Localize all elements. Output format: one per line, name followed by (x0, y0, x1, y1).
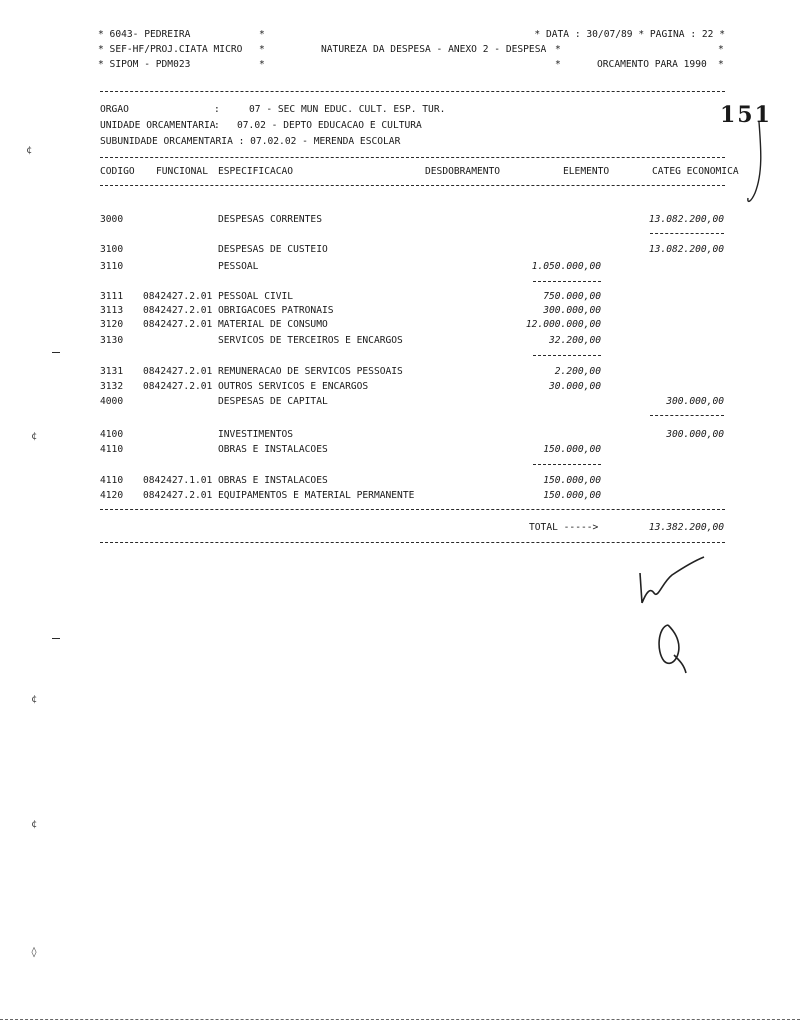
row-especificacao: DESPESAS CORRENTES (218, 214, 322, 225)
orgao-value: 07 - SEC MUN EDUC. CULT. ESP. TUR. (249, 104, 446, 115)
row-especificacao: INVESTIMENTOS (218, 429, 294, 440)
row-elemento: 1.050.000,00 (531, 261, 601, 272)
table-bottom-rule (100, 509, 725, 510)
margin-tick (52, 638, 60, 639)
row-especificacao: DESPESAS DE CUSTEIO (218, 244, 328, 255)
row-especificacao: OBRAS E INSTALACOES (218, 444, 328, 455)
column-header-top-rule (100, 157, 725, 158)
row-codigo: 4110 (100, 475, 124, 486)
col-codigo: CODIGO (100, 166, 135, 177)
unidade-colon: : (214, 120, 220, 131)
col-funcional: FUNCIONAL (156, 166, 208, 177)
row-categ: 300.000,00 (666, 396, 724, 407)
row-funcional: 0842427.1.01 (143, 475, 213, 486)
row-codigo: 3000 (100, 214, 124, 225)
header-star: * (555, 44, 561, 55)
header-star: * (259, 44, 265, 55)
row-codigo: 3131 (100, 366, 124, 377)
margin-hole-mark: ◊ (31, 947, 38, 958)
row-elemento: 12.000.000,00 (525, 319, 601, 330)
row-funcional: 0842427.2.01 (143, 490, 213, 501)
column-header-bottom-rule (100, 185, 725, 186)
row-categ: 13.082.200,00 (648, 214, 724, 225)
header-star: * (718, 44, 724, 55)
row-especificacao: PESSOAL CIVIL (218, 291, 294, 302)
row-codigo: 4110 (100, 444, 124, 455)
margin-hole-mark: ¢ (31, 431, 38, 442)
handwritten-initials-signature (628, 555, 718, 675)
row-codigo: 4100 (100, 429, 124, 440)
row-codigo: 3110 (100, 261, 124, 272)
row-codigo: 3100 (100, 244, 124, 255)
row-especificacao: DESPESAS DE CAPITAL (218, 396, 328, 407)
row-especificacao: SERVICOS DE TERCEIROS E ENCARGOS (218, 335, 403, 346)
row-codigo: 3111 (100, 291, 124, 302)
col-especificacao: ESPECIFICACAO (218, 166, 294, 177)
row-funcional: 0842427.2.01 (143, 291, 213, 302)
row-codigo: 4000 (100, 396, 124, 407)
row-categ: 300.000,00 (666, 429, 724, 440)
row-elemento: 300.000,00 (543, 305, 601, 316)
scan-bottom-edge (0, 1019, 800, 1020)
row-elemento: 150.000,00 (543, 444, 601, 455)
date-page-line: * DATA : 30/07/89 * PAGINA : 22 * (534, 29, 725, 40)
report-title: NATUREZA DA DESPESA - ANEXO 2 - DESPESA (321, 44, 547, 55)
row-especificacao: OUTROS SERVICOS E ENCARGOS (218, 381, 369, 392)
row-especificacao: PESSOAL (218, 261, 259, 272)
header-star: * (555, 59, 561, 70)
total-label: TOTAL -----> (529, 522, 599, 533)
header-divider (100, 91, 725, 92)
header-left-line-2: * SEF-HF/PROJ.CIATA MICRO (98, 44, 243, 55)
header-left-line-3: * SIPOM - PDM023 (98, 59, 191, 70)
subtotal-rule (650, 233, 724, 234)
unidade-value: 07.02 - DEPTO EDUCACAO E CULTURA (237, 120, 422, 131)
header-star: * (259, 59, 265, 70)
orgao-label: ORGAO (100, 104, 129, 115)
margin-tick (52, 352, 60, 353)
page-number-stamp: 151 (720, 102, 772, 128)
margin-hole-mark: ¢ (26, 145, 33, 156)
row-especificacao: OBRIGACOES PATRONAIS (218, 305, 334, 316)
header-star: * (718, 59, 724, 70)
subtotal-rule (533, 281, 601, 282)
row-especificacao: REMUNERACAO DE SERVICOS PESSOAIS (218, 366, 403, 377)
row-elemento: 750.000,00 (543, 291, 601, 302)
row-elemento: 30.000,00 (549, 381, 601, 392)
subtotal-rule (533, 355, 601, 356)
row-codigo: 3120 (100, 319, 124, 330)
row-categ: 13.082.200,00 (648, 244, 724, 255)
total-bottom-rule (100, 542, 725, 543)
row-codigo: 3132 (100, 381, 124, 392)
row-elemento: 150.000,00 (543, 475, 601, 486)
row-elemento: 2.200,00 (554, 366, 601, 377)
row-especificacao: OBRAS E INSTALACOES (218, 475, 328, 486)
budget-year: ORCAMENTO PARA 1990 (597, 59, 707, 70)
row-codigo: 3130 (100, 335, 124, 346)
col-categ-economica: CATEG ECONOMICA (652, 166, 739, 177)
row-especificacao: MATERIAL DE CONSUMO (218, 319, 328, 330)
row-funcional: 0842427.2.01 (143, 305, 213, 316)
total-value: 13.382.200,00 (648, 522, 724, 533)
row-funcional: 0842427.2.01 (143, 319, 213, 330)
margin-hole-mark: ¢ (31, 694, 38, 705)
margin-handwriting-mark (745, 118, 775, 208)
row-elemento: 32.200,00 (549, 335, 601, 346)
margin-hole-mark: ¢ (31, 819, 38, 830)
orgao-colon: : (214, 104, 220, 115)
subtotal-rule (650, 415, 724, 416)
row-especificacao: EQUIPAMENTOS E MATERIAL PERMANENTE (218, 490, 415, 501)
col-desdobramento: DESDOBRAMENTO (425, 166, 501, 177)
row-funcional: 0842427.2.01 (143, 381, 213, 392)
row-codigo: 3113 (100, 305, 124, 316)
col-elemento: ELEMENTO (563, 166, 610, 177)
header-star: * (259, 29, 265, 40)
subtotal-rule (533, 464, 601, 465)
row-elemento: 150.000,00 (543, 490, 601, 501)
header-left-line-1: * 6043- PEDREIRA (98, 29, 191, 40)
row-codigo: 4120 (100, 490, 124, 501)
unidade-label: UNIDADE ORCAMENTARIA (100, 120, 216, 131)
row-funcional: 0842427.2.01 (143, 366, 213, 377)
subunidade-line: SUBUNIDADE ORCAMENTARIA : 07.02.02 - MERENDA ESCOLAR (100, 136, 401, 147)
